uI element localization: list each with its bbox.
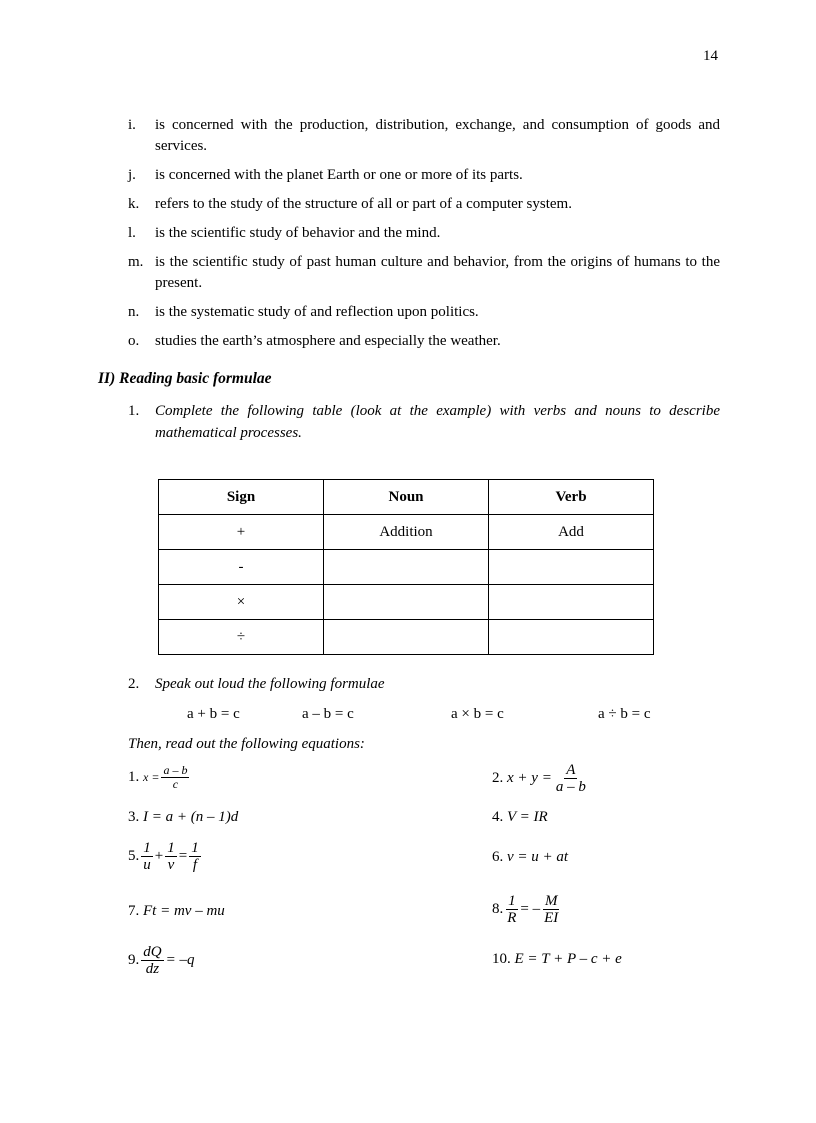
definition-item <box>128 302 720 323</box>
definition-text: is concerned with the production, distribution, exchange, and consumption of goods and services. <box>155 117 720 154</box>
numerator: a – b <box>163 763 188 777</box>
cell-verb <box>489 585 654 620</box>
definition-text: is the scientific study of past human culture and behavior, from the origins of humans to the present. <box>155 254 720 291</box>
question-2 <box>128 676 385 693</box>
fraction <box>161 764 189 791</box>
equation-number: 7. <box>128 903 140 919</box>
question-text: Complete the following table (look at the example) with verbs and nouns to describe mathematical processes. <box>155 403 720 441</box>
equation-expression: v = u + at <box>507 849 569 865</box>
denominator: c <box>172 777 179 791</box>
denominator: a – b <box>555 779 586 795</box>
equation-number: 9. <box>128 952 140 968</box>
page-number: 14 <box>703 48 718 64</box>
definitions-list <box>128 115 720 360</box>
equation-7 <box>128 903 225 920</box>
definition-letter: i. <box>128 117 136 133</box>
table-row <box>159 620 654 655</box>
equation-expression: E = T + P – c + e <box>514 951 622 967</box>
math-process-table <box>158 479 654 655</box>
fraction <box>189 840 201 873</box>
definition-letter: j. <box>128 167 136 183</box>
definition-text: is the scientific study of behavior and the mind. <box>155 225 441 241</box>
equation-3 <box>128 809 238 826</box>
definition-item <box>128 115 720 157</box>
equation-lhs: x + y = <box>507 770 552 786</box>
question-1 <box>128 400 720 444</box>
definition-letter: o. <box>128 333 140 349</box>
header-sign: Sign <box>159 480 324 515</box>
section-heading: II) Reading basic formulae <box>98 370 272 387</box>
fraction <box>542 893 560 926</box>
denominator: EI <box>544 910 559 926</box>
equation-9 <box>128 944 194 977</box>
equation-number: 2. <box>492 770 504 786</box>
cell-sign: + <box>159 515 324 550</box>
cell-sign: ÷ <box>159 620 324 655</box>
question-text: Speak out loud the following formulae <box>155 676 385 692</box>
cell-verb: Add <box>489 515 654 550</box>
numerator: 1 <box>167 840 175 856</box>
numerator: M <box>544 893 558 909</box>
plus-sign: + <box>154 848 164 864</box>
definition-letter: l. <box>128 225 136 241</box>
table-row <box>159 515 654 550</box>
denominator: R <box>507 910 517 926</box>
equation-expression: I = a + (n – 1)d <box>143 809 239 825</box>
cell-verb <box>489 550 654 585</box>
numerator: 1 <box>143 840 151 856</box>
denominator: u <box>143 857 151 873</box>
header-noun: Noun <box>324 480 489 515</box>
cell-sign: - <box>159 550 324 585</box>
table-row <box>159 550 654 585</box>
operation-subtraction: a – b = c <box>302 706 354 722</box>
equation-6 <box>492 849 568 866</box>
definition-item <box>128 194 720 215</box>
cell-verb <box>489 620 654 655</box>
header-verb: Verb <box>489 480 654 515</box>
denominator: dz <box>145 961 160 977</box>
definition-text: studies the earth’s atmosphere and especially the weather. <box>155 333 501 349</box>
cell-sign: × <box>159 585 324 620</box>
equation-number: 1. <box>128 769 140 785</box>
cell-noun: Addition <box>324 515 489 550</box>
equation-number: 4. <box>492 809 504 825</box>
equation-expression: V = IR <box>507 809 548 825</box>
table-header-row <box>159 480 654 515</box>
equation-number: 8. <box>492 901 504 917</box>
definition-letter: n. <box>128 304 140 320</box>
denominator: f <box>192 857 198 873</box>
numerator: dQ <box>143 944 162 960</box>
equals-minus: = – <box>520 901 541 917</box>
equation-lhs: x = <box>143 770 160 784</box>
operation-addition: a + b = c <box>187 706 240 722</box>
then-instruction: Then, read out the following equations: <box>128 736 365 752</box>
definition-text: is concerned with the planet Earth or one or more of its parts. <box>155 167 523 183</box>
definition-text: is the systematic study of and reflection upon politics. <box>155 304 479 320</box>
equation-number: 10. <box>492 951 511 967</box>
equation-number: 5. <box>128 848 140 864</box>
equation-5 <box>128 840 203 873</box>
definition-item <box>128 331 720 352</box>
equation-8 <box>492 893 562 926</box>
fraction <box>141 944 163 977</box>
question-number: 1. <box>128 403 140 419</box>
fraction <box>165 840 177 873</box>
numerator: 1 <box>508 893 516 909</box>
equation-10 <box>492 951 622 968</box>
fraction <box>141 840 153 873</box>
definition-item <box>128 252 720 294</box>
definition-letter: m. <box>128 254 144 270</box>
denominator: v <box>167 857 175 873</box>
cell-noun <box>324 585 489 620</box>
equation-1 <box>128 764 191 791</box>
equation-number: 3. <box>128 809 140 825</box>
operation-multiplication: a × b = c <box>451 706 504 722</box>
fraction <box>505 893 518 926</box>
equals-sign: = <box>178 848 188 864</box>
cell-noun <box>324 620 489 655</box>
equation-rhs: = –q <box>165 952 195 968</box>
definition-text: refers to the study of the structure of all or part of a computer system. <box>155 196 572 212</box>
equation-number: 6. <box>492 849 504 865</box>
equation-2 <box>492 762 590 795</box>
operation-division: a ÷ b = c <box>598 706 651 722</box>
definition-letter: k. <box>128 196 140 212</box>
numerator: A <box>566 762 576 778</box>
equation-expression: Ft = mv – mu <box>143 903 225 919</box>
numerator: 1 <box>191 840 199 856</box>
definition-item <box>128 223 720 244</box>
fraction <box>554 762 588 795</box>
cell-noun <box>324 550 489 585</box>
equation-4 <box>492 809 548 826</box>
table-row <box>159 585 654 620</box>
definition-item <box>128 165 720 186</box>
question-number: 2. <box>128 676 140 692</box>
